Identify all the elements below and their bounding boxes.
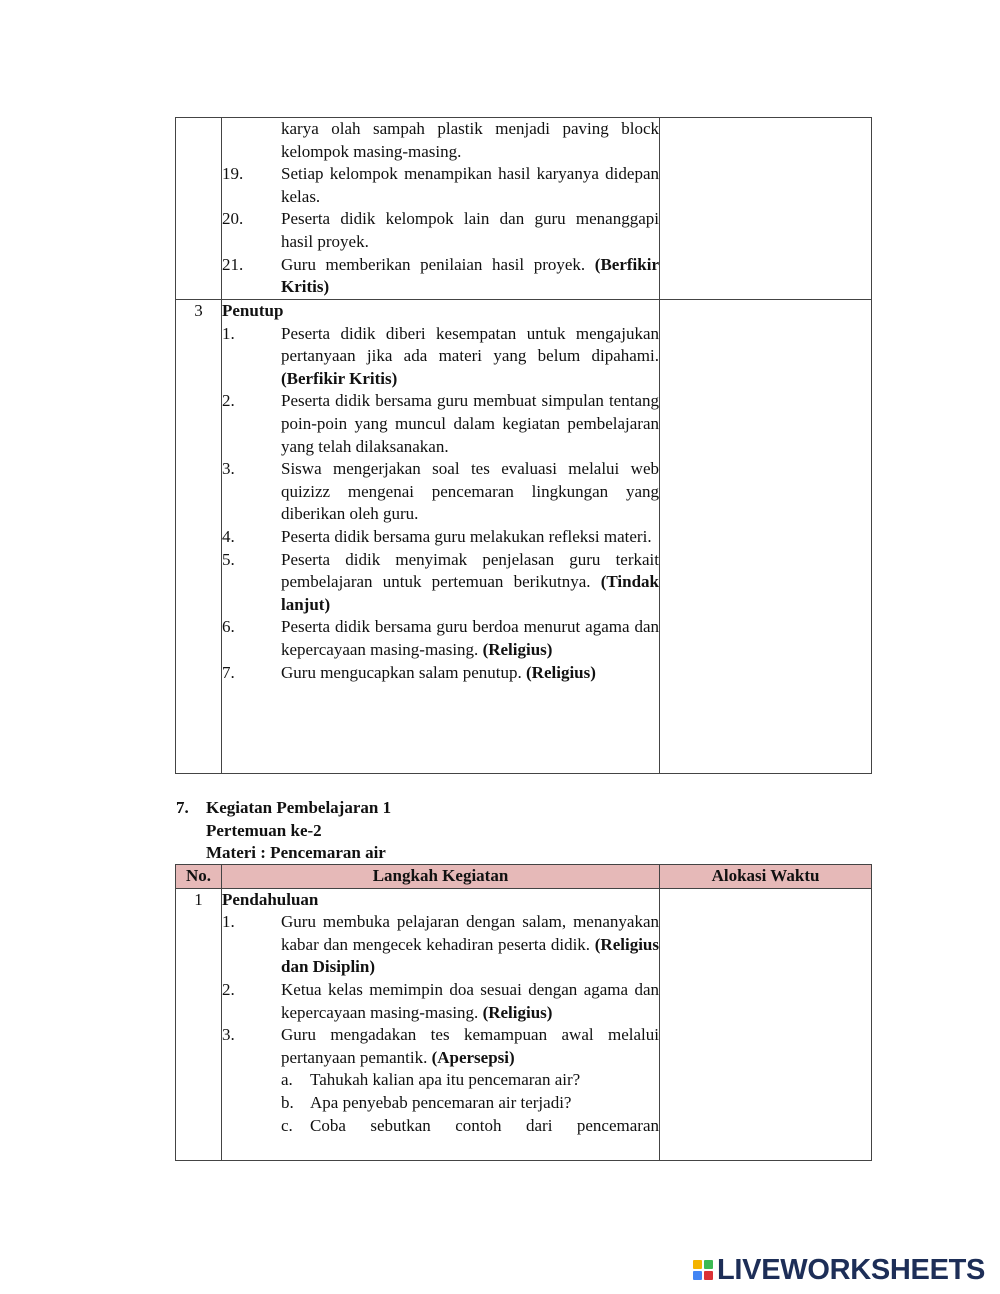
material-label: Materi : Pencemaran air [206,843,386,863]
section-number: 7. [176,798,189,817]
character-tag: (Berfikir Kritis) [281,368,398,388]
logo-mark-icon [693,1260,713,1280]
steps-cell [222,300,660,774]
meeting-label: Pertemuan ke-2 [206,820,322,840]
row-number-cell: 1 [176,888,222,1160]
list-item: 2. Ketua kelas memimpin doa sesuai dengan agama dan kepercayaan masing-masing. (Religius) [222,979,659,1022]
list-item: 3. Guru mengadakan tes kemampuan awal melalui pertanyaan pemantik. (Apersepsi) [222,1025,659,1067]
activity-table [175,864,872,1161]
row-number-cell: 3 [176,300,222,774]
table-row-pendahuluan [176,888,872,1160]
list-item: 6. Peserta didik bersama guru berdoa menurut agama dan kepercayaan masing-masing. (Religius) [222,617,659,659]
table-row-continuation [176,118,872,300]
character-tag: (Religius) [526,662,596,682]
logo-square-icon [693,1260,702,1269]
character-tag: (Religius) [482,1002,553,1022]
steps-cell [222,118,660,300]
list-item: 1. Guru membuka pelajaran dengan salam, menanyakan kabar dan mengecek kehadiran peserta didik. (Religius dan Disiplin) [222,912,659,977]
header-steps: Langkah Kegiatan [222,865,660,889]
steps-cell [222,888,660,1160]
character-tag: (Religius dan Disiplin) [281,934,659,977]
sub-item: c. Coba sebutkan contoh dari pencemaran [281,1115,659,1135]
step-list [222,163,659,299]
section-heading [176,797,391,865]
logo-square-icon [704,1271,713,1280]
step-list [222,323,659,685]
character-tag: (Tindak lanjut) [281,572,659,614]
list-item: 7. Guru mengucapkan salam penutup. (Religius) [222,662,596,682]
time-cell [660,118,872,300]
table-row-penutup [176,300,872,774]
list-item: 20. Peserta didik kelompok lain dan guru menanggapi hasil proyek. [222,209,659,251]
section-title: Kegiatan Pembelajaran 1 [206,798,392,817]
character-tag: (Berfikir Kritis) [281,254,659,297]
list-item: 2. Peserta didik bersama guru membuat simpulan tentang poin-poin yang muncul dalam kegiatan pembelajaran yang telah dilaksanakan. [222,391,659,456]
logo-text: LIVEWORKSHEETS [717,1254,986,1286]
time-cell [660,888,872,1160]
step-list [222,911,659,1069]
list-item: 21. Guru memberikan penilaian hasil proyek. (Berfikir Kritis) [222,254,659,297]
list-item: 4. Peserta didik bersama guru melakukan refleksi materi. [222,526,652,546]
continued-text: karya olah sampah plastik menjadi paving block kelompok masing-masing. [281,119,659,161]
section-title: Pendahuluan [222,889,319,909]
character-tag: (Religius) [482,639,553,659]
table-header-row [176,865,872,889]
character-tag: (Apersepsi) [431,1047,515,1067]
list-item: 5. Peserta didik menyimak penjelasan guru terkait pembelajaran untuk pertemuan berikutnya. (Tindak lanjut) [222,549,659,614]
logo-square-icon [704,1260,713,1269]
header-no: No. [176,865,222,889]
time-cell [660,300,872,774]
liveworksheets-logo[interactable] [693,1256,985,1284]
header-time: Alokasi Waktu [660,865,872,889]
row-number-cell [176,118,222,300]
list-item: 19. Setiap kelompok menampikan hasil karyanya didepan kelas. [222,164,659,206]
section-title: Penutup [222,301,284,320]
sub-item: b. Apa penyebab pencemaran air terjadi? [281,1092,572,1112]
sub-item: a. Tahukah kalian apa itu pencemaran air? [281,1070,581,1090]
logo-square-icon [693,1271,702,1280]
activity-table-continued [175,117,872,774]
list-item: 1. Peserta didik diberi kesempatan untuk mengajukan pertanyaan jika ada materi yang belum dipahami. (Berfikir Kritis) [222,323,659,388]
list-item: 3. Siswa mengerjakan soal tes evaluasi melalui web quizizz mengenai pencemaran lingkungan yang diberikan oleh guru. [222,459,659,524]
